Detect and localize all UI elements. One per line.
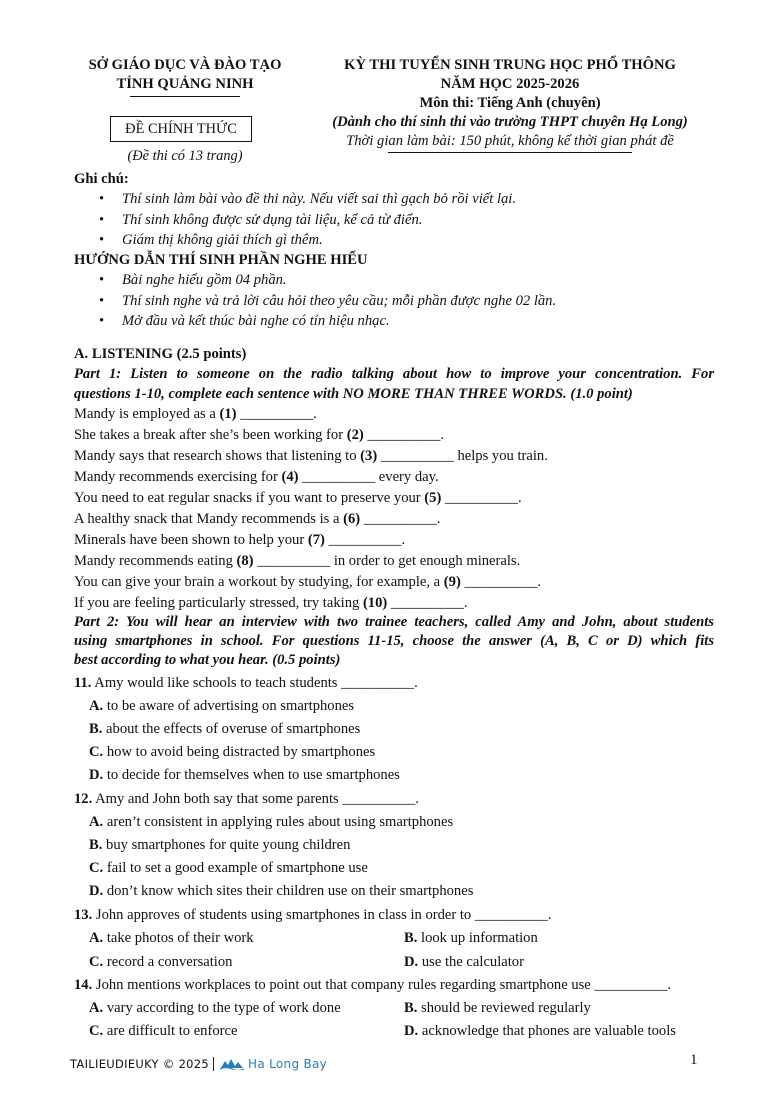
- answer-option: A. vary according to the type of work done: [89, 1000, 341, 1016]
- answer-option: C. are difficult to enforce: [89, 1023, 238, 1039]
- list-item: • Thí sinh nghe và trả lời câu hỏi theo yêu cầu; mỗi phần được nghe 02 lần.: [74, 291, 556, 312]
- fill-in-sentence: [74, 488, 714, 508]
- question-14: [74, 975, 714, 995]
- sentence-text: Mandy recommends exercising for: [74, 469, 282, 485]
- answer-option: B. look up information: [404, 930, 538, 946]
- sentence-text: __________.: [236, 406, 317, 422]
- sentence-text: If you are feeling particularly stressed, try taking: [74, 595, 363, 611]
- blank-number: (1): [219, 406, 237, 422]
- part2-instruction: best according to what you hear. (0.5 points): [74, 652, 341, 668]
- official-exam-badge: ĐỀ CHÍNH THỨC: [110, 116, 252, 142]
- question-number: 13.: [74, 907, 93, 923]
- answer-option: D. to decide for themselves when to use smartphones: [89, 767, 400, 783]
- fill-in-sentence: [74, 425, 714, 445]
- sentence-text: __________.: [460, 574, 542, 590]
- sentence-text: __________ every day.: [298, 469, 439, 485]
- list-item: • Giám thị không giải thích gì thêm.: [74, 230, 516, 251]
- listening-guide-list: [74, 270, 556, 332]
- fill-in-sentence: [74, 467, 714, 487]
- exam-title: KỲ THI TUYỂN SINH TRUNG HỌC PHỔ THÔNG: [344, 57, 676, 73]
- divider: [213, 1057, 214, 1071]
- blank-number: (5): [424, 490, 442, 506]
- sentence-text: Mandy is employed as a: [74, 406, 220, 422]
- question-13: [74, 905, 714, 925]
- notes-title: Ghi chú:: [74, 171, 129, 187]
- sentence-text: __________.: [324, 532, 406, 548]
- fill-in-sentence: [74, 572, 714, 592]
- blank-number: (10): [362, 595, 388, 611]
- brand-name: Ha Long Bay: [248, 1057, 328, 1071]
- question-text: John approves of students using smartphones in class in order to __________.: [92, 907, 552, 923]
- blank-number: (6): [343, 511, 361, 527]
- issuer-department: SỞ GIÁO DỤC VÀ ĐÀO TẠO: [88, 57, 282, 73]
- answer-option: C. record a conversation: [89, 954, 233, 970]
- footer: [70, 1056, 327, 1071]
- sentence-text: You need to eat regular snacks if you want to preserve your: [74, 490, 425, 506]
- exam-header: [305, 56, 715, 153]
- list-item: • Thí sinh làm bài vào đề thi này. Nếu viết sai thì gạch bỏ rồi viết lại.: [74, 189, 516, 210]
- question-number: 12.: [74, 791, 93, 807]
- answer-option: C. how to avoid being distracted by smartphones: [89, 744, 376, 760]
- list-item: • Mở đầu và kết thúc bài nghe có tín hiệu nhạc.: [74, 311, 556, 332]
- sentence-text: __________ in order to get enough minerals.: [253, 553, 521, 569]
- blank-number: (3): [360, 448, 378, 464]
- fill-in-sentence: [74, 509, 714, 529]
- question-11: [74, 673, 714, 693]
- list-item: • Bài nghe hiểu gồm 04 phần.: [74, 270, 556, 291]
- answer-option: A. to be aware of advertising on smartphones: [89, 698, 355, 714]
- answer-option: D. acknowledge that phones are valuable tools: [404, 1023, 676, 1039]
- answer-option: D. use the calculator: [404, 954, 524, 970]
- question-number: 14.: [74, 977, 93, 993]
- question-text: John mentions workplaces to point out that company rules regarding smartphone use __________.: [92, 977, 672, 993]
- duration-line: Thời gian làm bài: 150 phút, không kể thời gian phát đề: [346, 133, 674, 149]
- sentence-text: __________.: [363, 427, 445, 443]
- sentence-text: Minerals have been shown to help your: [74, 532, 308, 548]
- part2-instruction: using smartphones in school. For questions 11-15, choose the answer (A, B, C or D) which fits: [74, 633, 714, 649]
- page-count-note: (Đề thi có 13 trang): [127, 148, 243, 164]
- blank-number: (2): [346, 427, 364, 443]
- answer-option: A. aren’t consistent in applying rules about using smartphones: [89, 814, 454, 830]
- fill-in-sentence: [74, 404, 714, 424]
- sentence-text: __________.: [441, 490, 522, 506]
- section-title: A. LISTENING (2.5 points): [74, 346, 247, 362]
- subject-line: Môn thi: Tiếng Anh (chuyên): [419, 95, 601, 111]
- notes-list: [74, 189, 516, 251]
- part2-instruction: Part 2: You will hear an interview with two trainee teachers, called Amy and John, about students: [74, 614, 714, 630]
- question-text: Amy and John both say that some parents __________.: [92, 791, 419, 807]
- page-number: 1: [690, 1052, 698, 1068]
- issuer-block: [60, 56, 310, 97]
- school-year: NĂM HỌC 2025-2026: [440, 76, 580, 92]
- question-text: Amy would like schools to teach students __________.: [91, 675, 418, 691]
- question-12: [74, 789, 714, 809]
- sentence-text: __________.: [387, 595, 468, 611]
- target-line: (Dành cho thí sinh thi vào trường THPT chuyên Hạ Long): [332, 114, 688, 130]
- blank-number: (7): [307, 532, 325, 548]
- part1-instruction: Part 1: Listen to someone on the radio talking about how to improve your concentration. For: [74, 366, 714, 382]
- fill-in-sentence: [74, 551, 714, 571]
- answer-option: B. should be reviewed regularly: [404, 1000, 591, 1016]
- sentence-text: Mandy says that research shows that listening to: [74, 448, 361, 464]
- blank-number: (4): [281, 469, 299, 485]
- answer-option: B. about the effects of overuse of smartphones: [89, 721, 361, 737]
- sentence-text: Mandy recommends eating: [74, 553, 237, 569]
- divider: [388, 152, 632, 153]
- listening-guide-title: HƯỚNG DẪN THÍ SINH PHẦN NGHE HIỂU: [74, 252, 368, 268]
- answer-option: D. don’t know which sites their children use on their smartphones: [89, 883, 474, 899]
- answer-option: A. take photos of their work: [89, 930, 254, 946]
- list-item: • Thí sinh không được sử dụng tài liệu, kể cả từ điển.: [74, 210, 516, 231]
- sentence-text: She takes a break after she’s been working for: [74, 427, 347, 443]
- part1-instruction: questions 1-10, complete each sentence with NO MORE THAN THREE WORDS. (1.0 point): [74, 386, 633, 402]
- answer-option: C. fail to set a good example of smartphone use: [89, 860, 368, 876]
- blank-number: (9): [443, 574, 461, 590]
- ha-long-bay-logo-icon: [220, 1056, 244, 1070]
- copyright-text: TAILIEUDIEUKY © 2025: [70, 1057, 210, 1071]
- fill-in-sentence: [74, 446, 714, 466]
- divider: [130, 96, 240, 97]
- sentence-text: A healthy snack that Mandy recommends is a: [74, 511, 344, 527]
- sentence-text: __________ helps you train.: [377, 448, 548, 464]
- fill-in-sentence: [74, 530, 714, 550]
- sentence-text: You can give your brain a workout by studying, for example, a: [74, 574, 444, 590]
- issuer-province: TỈNH QUẢNG NINH: [116, 76, 254, 92]
- sentence-text: __________.: [360, 511, 441, 527]
- question-number: 11.: [74, 675, 92, 691]
- answer-option: B. buy smartphones for quite young children: [89, 837, 351, 853]
- fill-in-sentence: [74, 593, 714, 613]
- blank-number: (8): [236, 553, 254, 569]
